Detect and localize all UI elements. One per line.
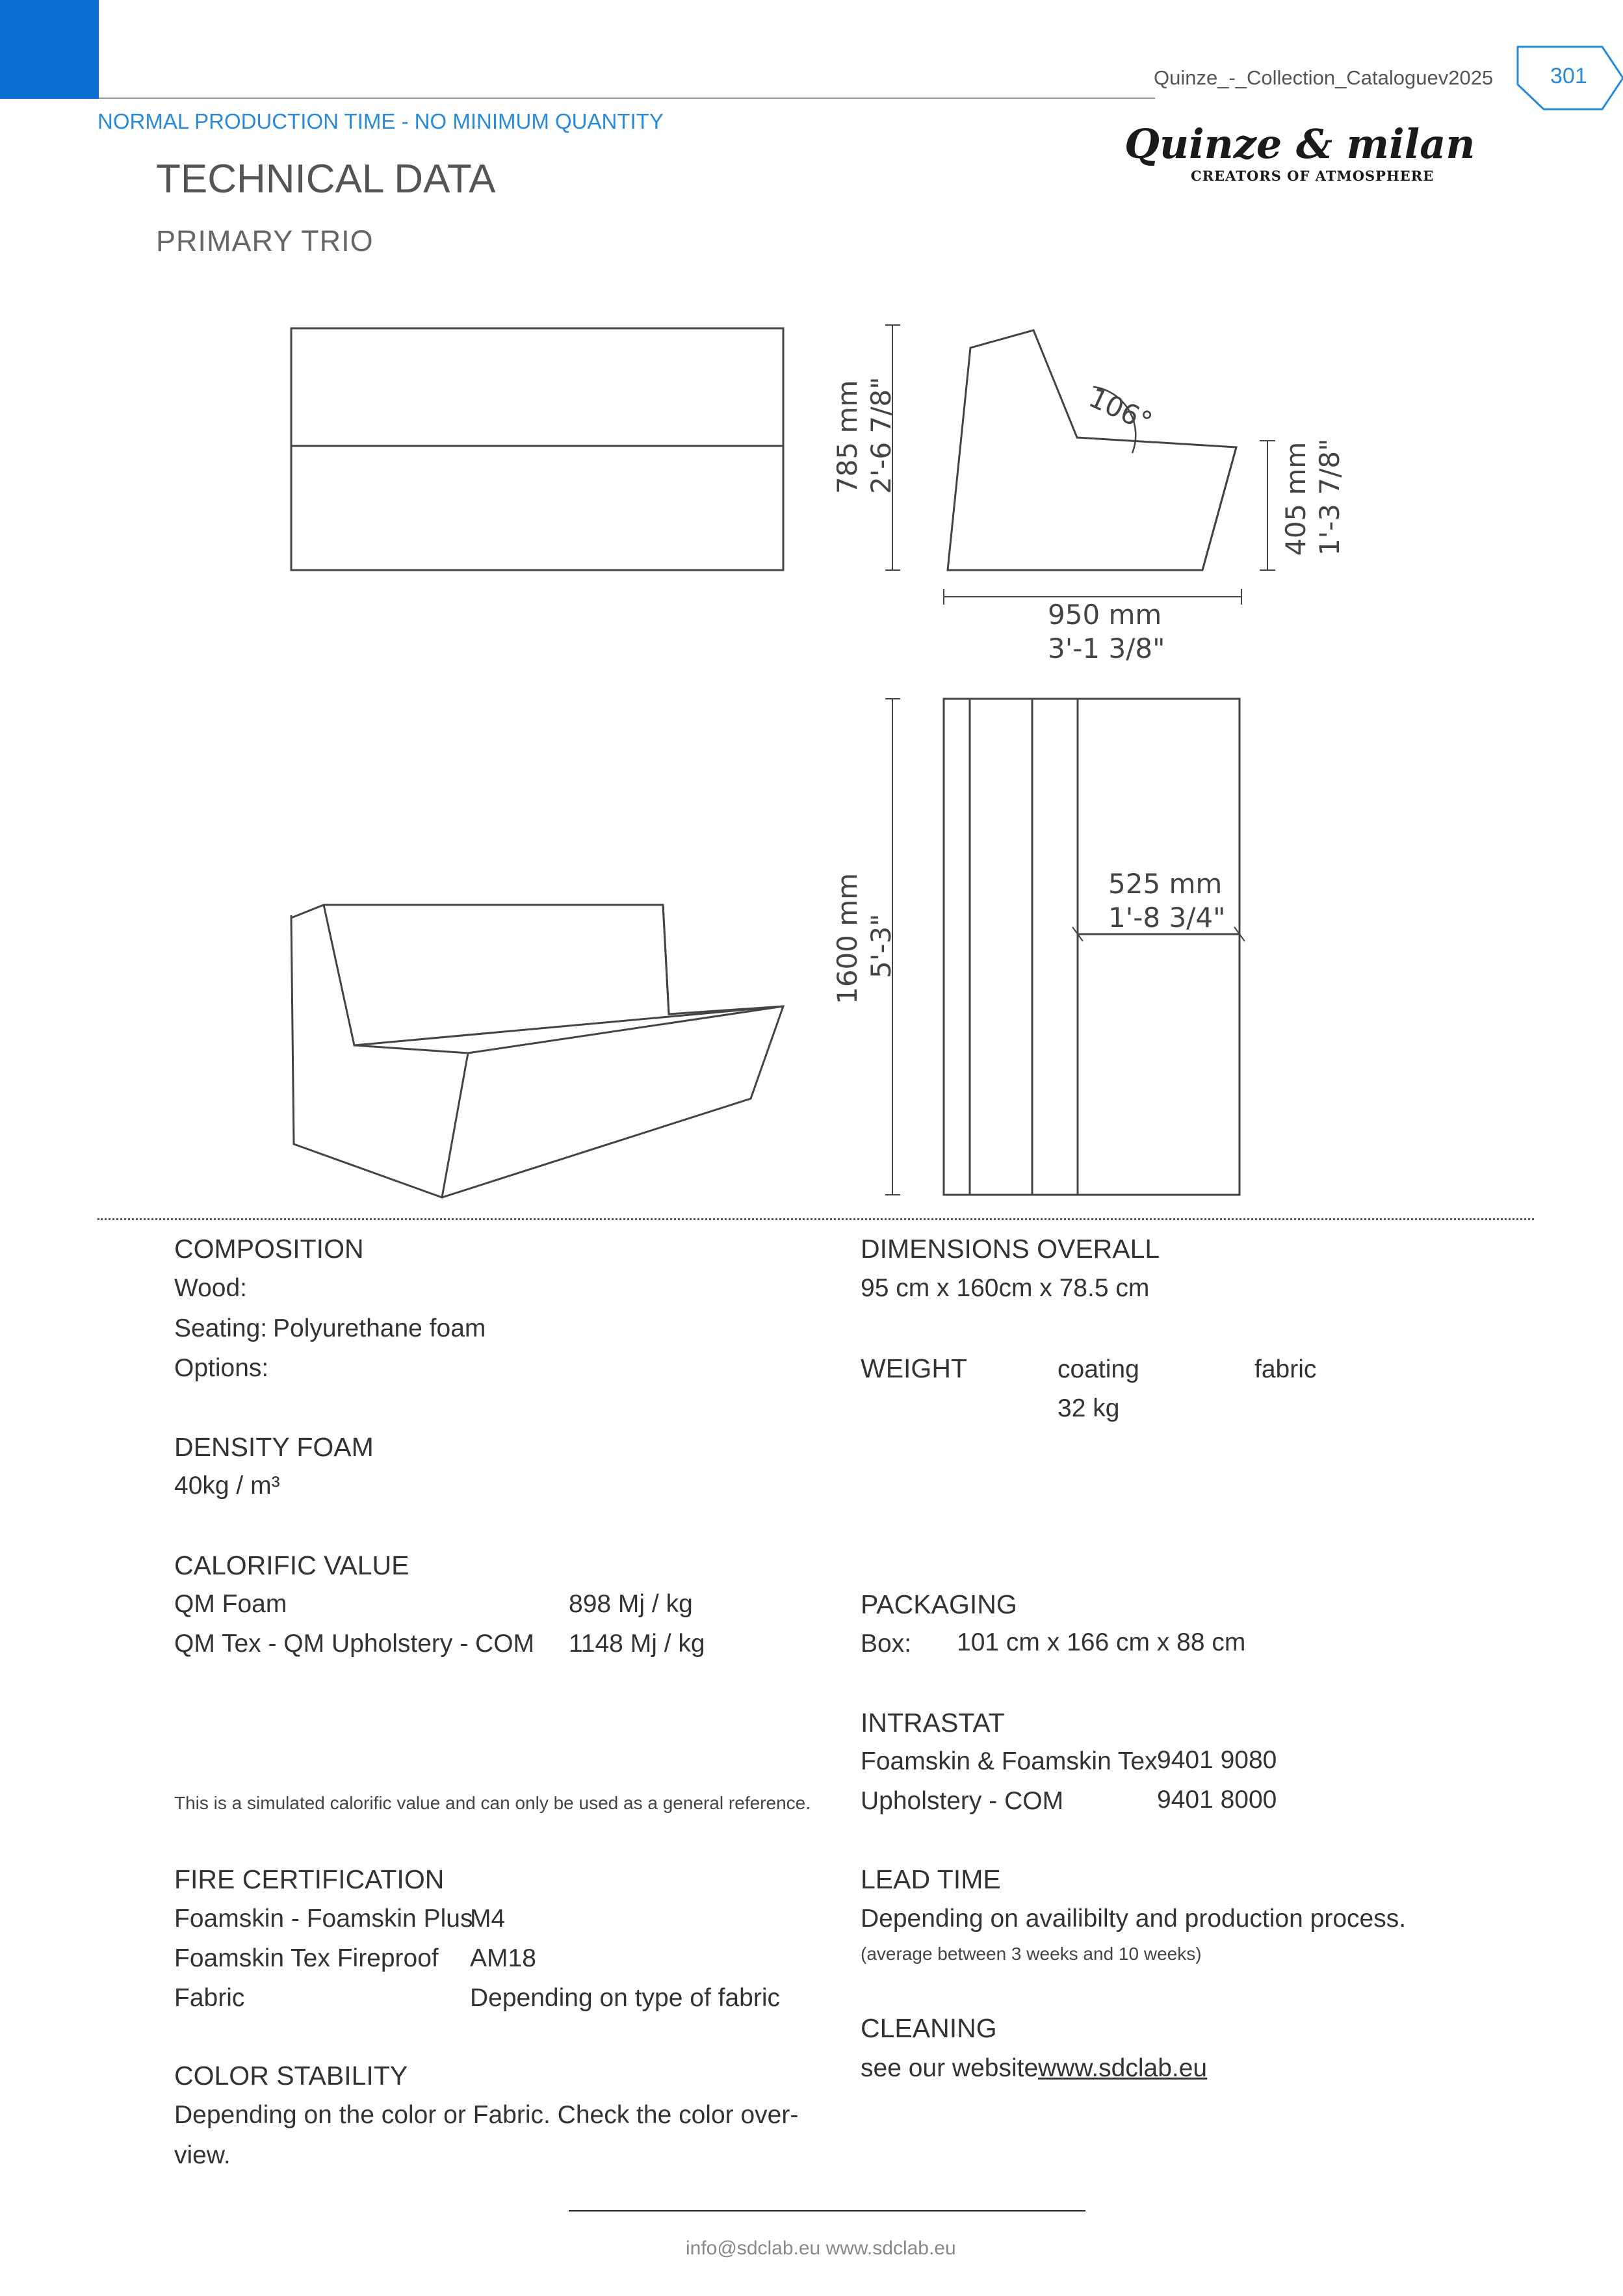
color-text-line1: Depending on the color or Fabric. Check the color over- — [174, 2101, 799, 2129]
intrastat-label: Foamskin & Foamskin Tex — [861, 1747, 1158, 1775]
weight-coating-value: 32 kg — [1058, 1394, 1120, 1422]
back-angle: 106° — [1084, 381, 1158, 438]
cleaning-website-link[interactable]: www.sdclab.eu — [1038, 2054, 1208, 2082]
composition-seating-label: Seating: — [174, 1314, 268, 1342]
footer-contact: info@sdclab.eu www.sdclab.eu — [686, 2237, 956, 2259]
calorific-label: QM Tex - QM Upholstery - COM — [174, 1630, 535, 1658]
side-height-imperial: 2'-6 7/8" — [865, 376, 897, 494]
fire-heading: FIRE CERTIFICATION — [174, 1864, 445, 1894]
calorific-heading: CALORIFIC VALUE — [174, 1550, 409, 1580]
top-view — [944, 699, 1240, 1195]
fire-value: Depending on type of fabric — [470, 1984, 780, 2012]
fire-label: Foamskin Tex Fireproof — [174, 1944, 439, 1972]
production-note: NORMAL PRODUCTION TIME - NO MINIMUM QUANTITY — [97, 109, 664, 133]
weight-heading: WEIGHT — [861, 1353, 967, 1383]
dimensions-heading: DIMENSIONS OVERALL — [861, 1234, 1160, 1264]
module-mm: 525 mm — [1108, 868, 1223, 900]
intrastat-code: 9401 8000 — [1157, 1786, 1277, 1814]
weight-coating-label: coating — [1058, 1355, 1139, 1383]
cleaning-heading: CLEANING — [861, 2013, 997, 2043]
module-imperial: 1'-8 3/4" — [1108, 902, 1226, 933]
depth-mm: 950 mm — [1048, 599, 1162, 631]
packaging-value: 101 cm x 166 cm x 88 cm — [957, 1628, 1246, 1656]
color-text-line2: view. — [174, 2141, 231, 2169]
page-number: 301 — [1550, 64, 1587, 88]
lead-time-heading: LEAD TIME — [861, 1864, 1001, 1894]
fire-value: M4 — [470, 1905, 506, 1933]
product-name: PRIMARY TRIO — [156, 224, 374, 257]
density-heading: DENSITY FOAM — [174, 1432, 374, 1462]
catalog-name: Quinze_-_Collection_Cataloguev2025 — [1154, 66, 1494, 89]
cleaning-text: see our website — [861, 2054, 1039, 2082]
weight-fabric-label: fabric — [1254, 1355, 1317, 1383]
section-divider — [97, 1218, 1534, 1220]
length-mm: 1600 mm — [831, 872, 863, 1004]
seat-height-mm: 405 mm — [1280, 441, 1312, 556]
page-title: TECHNICAL DATA — [156, 157, 496, 202]
calorific-value: 1148 Mj / kg — [569, 1630, 705, 1658]
side-height-mm: 785 mm — [831, 380, 863, 494]
intrastat-heading: INTRASTAT — [861, 1708, 1005, 1738]
length-imperial: 5'-3" — [865, 913, 897, 978]
composition-heading: COMPOSITION — [174, 1234, 364, 1264]
footer-rule — [569, 2210, 1085, 2211]
brand-logo: Quinze & milan — [1124, 120, 1475, 168]
brand-tagline: CREATORS OF ATMOSPHERE — [1191, 168, 1435, 184]
fire-label: Fabric — [174, 1984, 245, 2012]
calorific-value: 898 Mj / kg — [569, 1590, 693, 1618]
dimensions-value: 95 cm x 160cm x 78.5 cm — [861, 1274, 1150, 1302]
side-view — [948, 330, 1236, 570]
density-value: 40kg / m³ — [174, 1472, 280, 1500]
perspective-view — [291, 905, 783, 1197]
seat-height-imperial: 1'-3 7/8" — [1314, 438, 1345, 556]
packaging-label: Box: — [861, 1630, 912, 1658]
lead-time-text: Depending on availibilty and production process. — [861, 1905, 1407, 1933]
lead-time-note: (average between 3 weeks and 10 weeks) — [861, 1944, 1202, 1964]
color-heading: COLOR STABILITY — [174, 2061, 408, 2091]
composition-wood: Wood: — [174, 1274, 248, 1302]
front-view — [291, 328, 783, 570]
composition-options: Options: — [174, 1354, 269, 1382]
depth-imperial: 3'-1 3/8" — [1048, 633, 1165, 664]
intrastat-label: Upholstery - COM — [861, 1787, 1064, 1815]
fire-label: Foamskin - Foamskin Plus — [174, 1905, 473, 1933]
calorific-label: QM Foam — [174, 1590, 287, 1618]
composition-seating-value: Polyurethane foam — [273, 1314, 486, 1342]
calorific-note: This is a simulated calorific value and can only be used as a general reference. — [174, 1793, 811, 1813]
intrastat-code: 9401 9080 — [1157, 1746, 1277, 1774]
fire-value: AM18 — [470, 1944, 536, 1972]
packaging-heading: PACKAGING — [861, 1589, 1017, 1619]
